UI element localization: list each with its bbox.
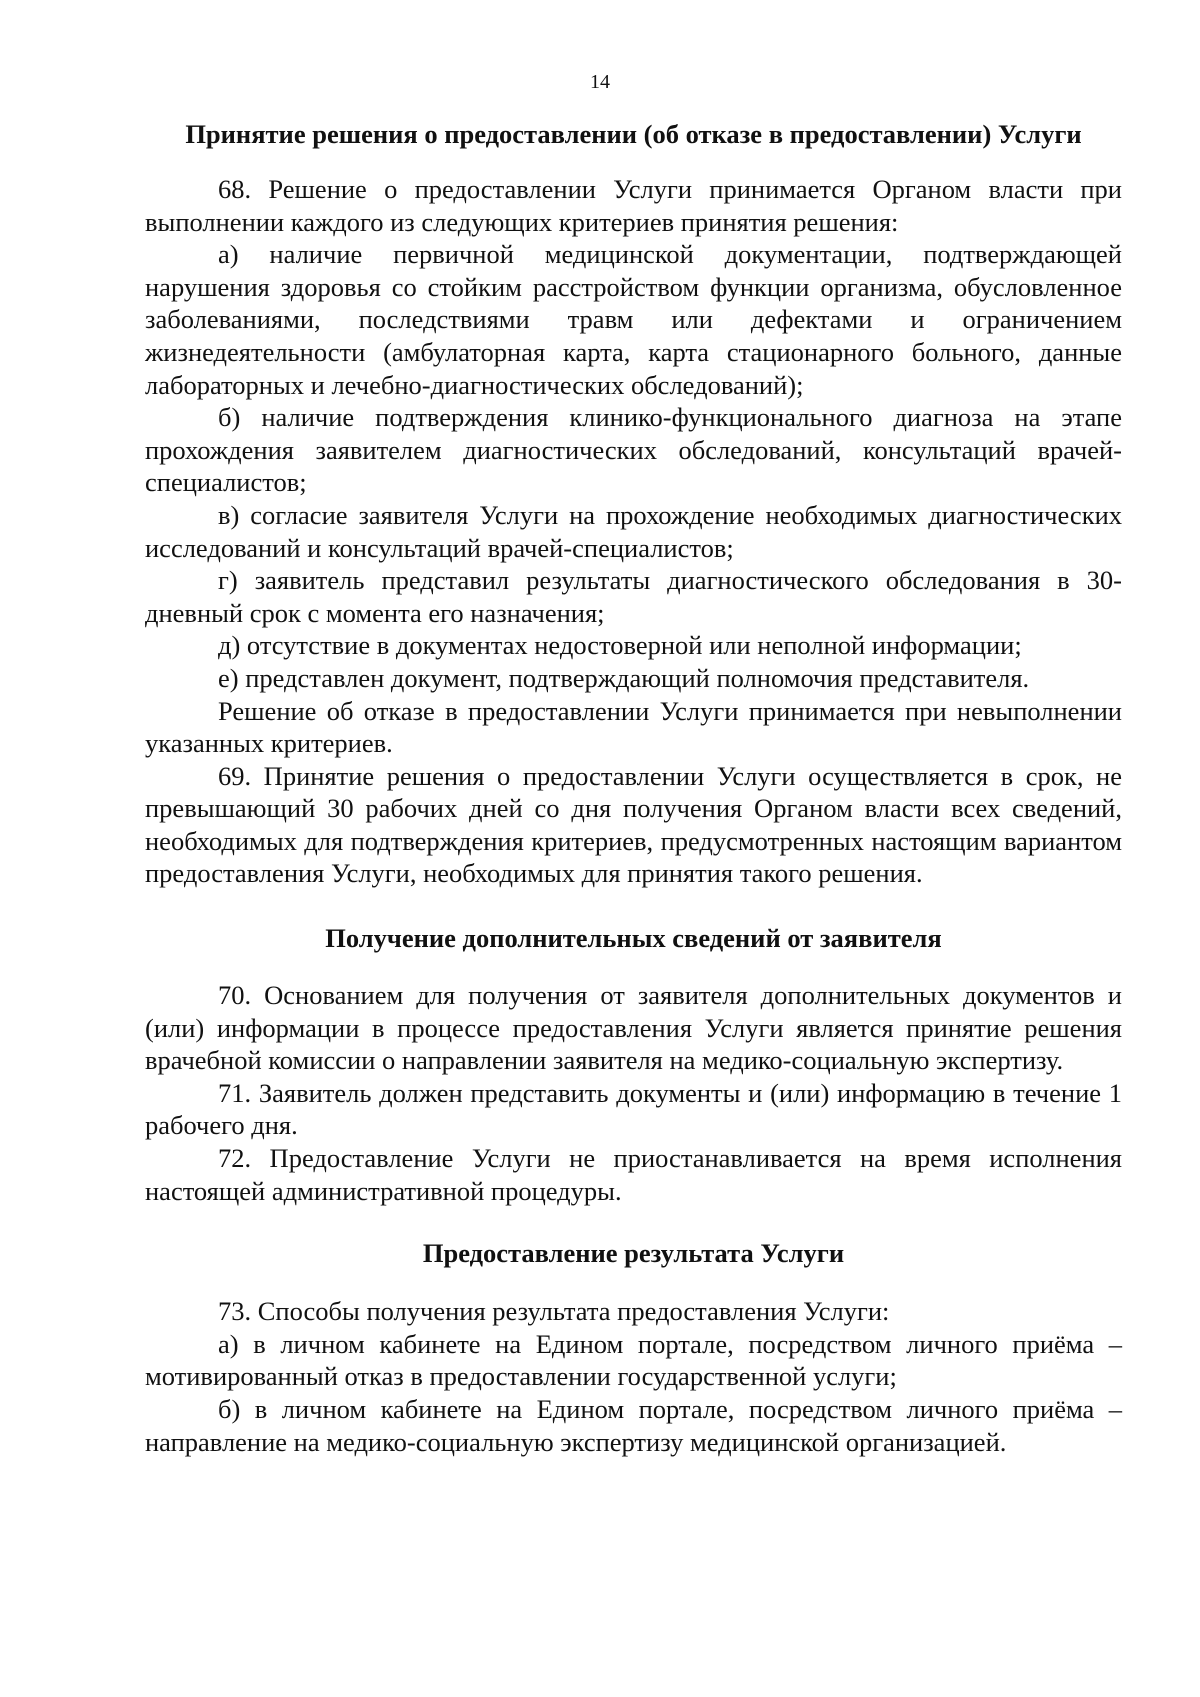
paragraph: 68. Решение о предоставлении Услуги принимается Органом власти при выполнении каждого из следующих критериев принятия решения: <box>145 174 1122 237</box>
paragraph: Решение об отказе в предоставлении Услуги принимается при невыполнении указанных критериев. <box>145 695 1122 759</box>
paragraph: а) в личном кабинете на Едином портале, посредством личного приёма – мотивированный отказ в предоставлении государственной услуги; <box>145 1328 1122 1392</box>
paragraph: 71. Заявитель должен представить документы и (или) информацию в течение 1 рабочего дня. <box>145 1077 1122 1141</box>
paragraph: а) наличие первичной медицинской документации, подтверждающей нарушения здоровья со стойким расстройством функции организма, обусловленное заболеваниями, последствиями травм или дефектами и ограничением жизнедеятельности (амбулаторная карта, карта стационарного больного, данные лабораторных и лечебно-диагностических обследований); <box>145 239 1122 400</box>
section-heading: Получение дополнительных сведений от заявителя <box>325 923 942 954</box>
page-number: 14 <box>590 71 610 93</box>
section-decision <box>145 118 1122 890</box>
paragraph: в) согласие заявителя Услуги на прохождение необходимых диагностических исследований и консультаций врачей-специалистов; <box>145 499 1122 563</box>
section-result <box>145 1237 1122 1458</box>
document-body <box>145 118 1122 1458</box>
paragraph: 72. Предоставление Услуги не приостанавливается на время исполнения настоящей административной процедуры. <box>145 1143 1122 1206</box>
paragraph: 73. Способы получения результата предоставления Услуги: <box>218 1296 890 1327</box>
section-heading: Предоставление результата Услуги <box>422 1238 845 1269</box>
section-heading: Принятие решения о предоставлении (об отказе в предоставлении) Услуги <box>185 119 1082 149</box>
paragraph: 70. Основанием для получения от заявителя дополнительных документов и (или) информации в процессе предоставления Услуги является принятие решения врачебной комиссии о направлении заявителя на медико-социальную экспертизу. <box>145 980 1122 1076</box>
paragraph: д) отсутствие в документах недостоверной или неполной информации; <box>218 630 1022 661</box>
paragraph: е) представлен документ, подтверждающий полномочия представителя. <box>218 662 1030 693</box>
paragraph: б) наличие подтверждения клинико-функционального диагноза на этапе прохождения заявителем диагностических обследований, консультаций врачей-специалистов; <box>145 402 1122 498</box>
paragraph: г) заявитель представил результаты диагностического обследования в 30-дневный срок с момента его назначения; <box>145 565 1122 628</box>
section-additional-info <box>145 922 1122 1207</box>
paragraph: б) в личном кабинете на Едином портале, посредством личного приёма – направление на медико-социальную экспертизу медицинской организацией. <box>145 1394 1122 1457</box>
paragraph: 69. Принятие решения о предоставлении Услуги осуществляется в срок, не превышающий 30 рабочих дней со дня получения Органом власти всех сведений, необходимых для подтверждения критериев, предусмотренных настоящим вариантом предоставления Услуги, необходимых для принятия такого решения. <box>145 760 1122 889</box>
